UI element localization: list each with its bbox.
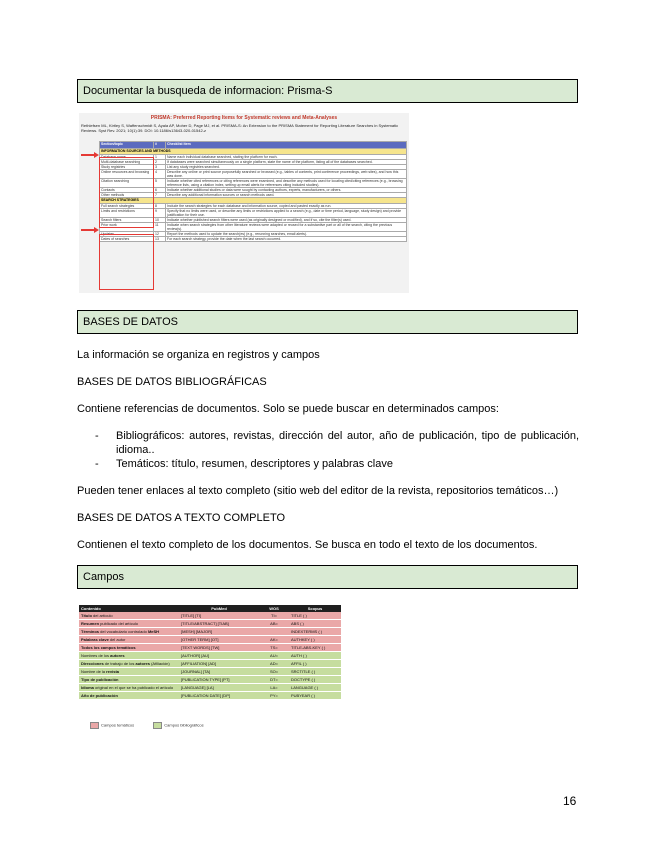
prisma-row-section: Online resources and browsing	[100, 170, 154, 179]
campos-cell-pubmed: [PUBLICATION DATE] [DP]	[179, 692, 259, 700]
prisma-col-num: #	[154, 142, 166, 149]
prisma-row-section: Limits and restrictions	[100, 209, 154, 218]
prisma-row-num: 2	[154, 160, 166, 165]
campos-cell-contenido: Tipo de publicación	[79, 676, 179, 684]
prisma-row-num: 12	[154, 232, 166, 237]
campos-cell-contenido: Nombres de los autores	[79, 652, 179, 660]
table-row	[79, 692, 341, 700]
prisma-row-section: Full search strategies	[100, 204, 154, 209]
prisma-row-section: Contacts	[100, 188, 154, 193]
legend-label-tematicos: Campos temáticos	[101, 722, 135, 728]
campos-cell-scopus: PUBYEAR ( )	[289, 692, 341, 700]
prisma-table-header	[100, 142, 407, 149]
prisma-row-num: 6	[154, 188, 166, 193]
prisma-row-section: Updates	[100, 232, 154, 237]
fulltext-db-title: BASES DE DATOS A TEXTO COMPLETO	[77, 512, 286, 524]
prisma-row-item: Report the methods used to update the search(es) (e.g., rerunning searches, email alerts).	[166, 232, 407, 237]
campos-legend	[90, 722, 222, 729]
prisma-row-item: Specify that no limits were used, or describe any limits or restrictions applied to a search (e.g., date or time period, language, study design) and provide justification for their use.	[166, 209, 407, 218]
bib-fields-list	[77, 429, 579, 471]
campos-table-header	[79, 605, 341, 612]
campos-cell-contenido: Año de publicación	[79, 692, 179, 700]
campos-cell-pubmed: [LANGUAGE] [LA]	[179, 684, 259, 692]
bullet-tematicos: Temáticos: título, resumen, descriptores y palabras clave	[116, 458, 393, 470]
prisma-figure	[79, 113, 409, 293]
campos-cell-scopus: TITLE ( )	[289, 612, 341, 620]
campos-col-scopus: Scopus	[289, 605, 341, 612]
prisma-row-section: Database name	[100, 155, 154, 160]
legend-swatch-tematicos	[90, 722, 99, 729]
table-row	[79, 684, 341, 692]
table-row	[79, 676, 341, 684]
table-row	[79, 644, 341, 652]
prisma-col-item: Checklist item	[166, 142, 407, 149]
campos-cell-contenido: Términos del vocabulario controlado MeSH	[79, 628, 179, 636]
campos-cell-scopus: AUTH ( )	[289, 652, 341, 660]
prisma-col-section: Section/topic	[100, 142, 154, 149]
prisma-row-num: 4	[154, 170, 166, 179]
legend-item-bibliograficos	[153, 722, 203, 729]
legend-swatch-bibliograficos	[153, 722, 162, 729]
bib-db-title: BASES DE DATOS BIBLIOGRÁFICAS	[77, 376, 267, 388]
campos-cell-wos: TS=	[259, 644, 289, 652]
section-header-prisma	[77, 79, 578, 103]
bullet-bibliograficos: Bibliográficos: autores, revistas, dirección del autor, año de publicación, tipo de publicación, idioma..	[116, 430, 579, 456]
campos-cell-pubmed: [PUBLICATION TYPE] [PT]	[179, 676, 259, 684]
campos-cell-scopus: TITLE-ABS-KEY ( )	[289, 644, 341, 652]
prisma-section2-label: SEARCH STRATEGIES	[100, 198, 407, 204]
table-row	[79, 628, 341, 636]
legend-item-tematicos	[90, 722, 134, 729]
prisma-row-num: 9	[154, 209, 166, 218]
campos-cell-scopus: DOCTYPE ( )	[289, 676, 341, 684]
prisma-row-num: 11	[154, 223, 166, 232]
table-row	[79, 668, 341, 676]
prisma-highlight-box-1	[99, 157, 154, 228]
campos-cell-wos: AK=	[259, 636, 289, 644]
table-row	[79, 660, 341, 668]
campos-cell-wos	[259, 628, 289, 636]
campos-cell-contenido: Palabras clave del autor	[79, 636, 179, 644]
campos-cell-wos: DT=	[259, 676, 289, 684]
campos-cell-pubmed: [AFFILIATION] [AD]	[179, 660, 259, 668]
prisma-row-section: Search filters	[100, 218, 154, 223]
campos-cell-scopus: AFFIL ( )	[289, 660, 341, 668]
fulltext-db-desc: Contienen el texto completo de los documentos. Se busca en todo el texto de los documentos.	[77, 539, 538, 551]
table-row	[79, 620, 341, 628]
campos-cell-contenido: Nombre de la revista	[79, 668, 179, 676]
campos-cell-contenido: Todos los campos temáticos	[79, 644, 179, 652]
campos-cell-pubmed: [MESH] [MAJOR]	[179, 628, 259, 636]
prisma-row-num: 8	[154, 204, 166, 209]
campos-cell-wos: SO=	[259, 668, 289, 676]
prisma-row-num: 1	[154, 155, 166, 160]
campos-cell-wos: AU=	[259, 652, 289, 660]
prisma-row-item: Indicate whether published search filters were used (as originally designed or modified), and if so, cite the filter(s) used.	[166, 218, 407, 223]
campos-cell-wos: AB=	[259, 620, 289, 628]
campos-cell-pubmed: [TEXT WORDS] [TW]	[179, 644, 259, 652]
campos-cell-contenido: Resumen publicado del artículo	[79, 620, 179, 628]
campos-cell-scopus: INDEXTERMS ( )	[289, 628, 341, 636]
prisma-row-num: 3	[154, 165, 166, 170]
legend-label-bibliograficos: Campos bibliográficos	[164, 722, 204, 728]
prisma-figure-citation: Rethlefsen ML, Kirtley S, Waffenschmidt S, Ayala AP, Moher D, Page MJ, et al. PRISMA-S: An Extension to the PRISMA Statement for Reporting Literature Searches in Systematic Reviews. Syst Rev. 2021; 10(1):39. DOI: 10.1186/s13643-020-01542-z	[81, 123, 399, 133]
prisma-row-num: 5	[154, 179, 166, 188]
intro-text: La información se organiza en registros y campos	[77, 349, 320, 361]
prisma-row-item: Indicate when search strategies from other literature reviews were adapted or reused for a substantive part or all of the search, citing the previous review(s).	[166, 223, 407, 232]
section-header-campos	[77, 565, 578, 589]
section-header-bases	[77, 310, 578, 334]
prisma-section1-label: INFORMATION SOURCES AND METHODS	[100, 149, 407, 155]
campos-cell-wos: LA=	[259, 684, 289, 692]
prisma-row-item: Indicate whether cited references or citing references were examined, and describe any methods used for locating cited/citing references (e.g., browsing reference lists, using a citation index, setting up email alerts for references citing included studies).	[166, 179, 407, 188]
prisma-row-section: Citation searching	[100, 179, 154, 188]
prisma-row-section: Prior work	[100, 223, 154, 232]
prisma-row-item: Include the search strategies for each database and information source, copied and pasted exactly as run.	[166, 204, 407, 209]
prisma-row-num: 10	[154, 218, 166, 223]
campos-col-pubmed: PubMed	[179, 605, 259, 612]
list-item: - Bibliográficos: autores, revistas, dirección del autor, año de publicación, tipo de publicación, idioma..	[95, 430, 579, 456]
prisma-row-section: Study registries	[100, 165, 154, 170]
section-header-prisma-label: Documentar la busqueda de informacion: Prisma-S	[83, 85, 333, 97]
campos-cell-contenido: Idioma original en el que se ha publicado el artículo	[79, 684, 179, 692]
prisma-row-num: 7	[154, 193, 166, 198]
prisma-row-item: Describe any additional information sources or search methods used.	[166, 193, 407, 198]
prisma-row-item: Indicate whether additional studies or data were sought by contacting authors, experts, manufacturers, or others.	[166, 188, 407, 193]
prisma-highlight-box-2	[99, 234, 154, 290]
prisma-row-item: If databases were searched simultaneously on a single platform, state the name of the platform, listing all of the databases searched.	[166, 160, 407, 165]
page-number: 16	[563, 794, 577, 808]
table-row	[79, 612, 341, 620]
full-text-links-text: Pueden tener enlaces al texto completo (sitio web del editor de la revista, repositorios temáticos…)	[77, 485, 559, 497]
table-row	[79, 652, 341, 660]
prisma-row-item: List any study registries searched.	[166, 165, 407, 170]
section-header-campos-label: Campos	[83, 571, 124, 583]
prisma-row-item: For each search strategy, provide the date when the last search occurred.	[166, 237, 407, 242]
campos-col-wos: WOS	[259, 605, 289, 612]
campos-cell-pubmed: [JOURNAL] [TA]	[179, 668, 259, 676]
prisma-row-section: Multi-database searching	[100, 160, 154, 165]
campos-col-contenido: Contenido	[79, 605, 179, 612]
campos-cell-pubmed: [AUTHOR] [AU]	[179, 652, 259, 660]
campos-cell-contenido: Direcciones de trabajo de los autores (Afiliación)	[79, 660, 179, 668]
section-header-bases-label: BASES DE DATOS	[83, 316, 178, 328]
prisma-row-section: Dates of searches	[100, 237, 154, 242]
table-row	[79, 636, 341, 644]
campos-cell-pubmed: [TITLE/ABSTRACT] [TIAB]	[179, 620, 259, 628]
bib-db-desc: Contiene referencias de documentos. Solo se puede buscar en determinados campos:	[77, 403, 499, 415]
campos-cell-scopus: ABS ( )	[289, 620, 341, 628]
prisma-figure-title: PRISMA: Preferred Reporting Items for Systematic reviews and Meta-Analyses	[150, 115, 338, 121]
campos-cell-scopus: SRCTITLE ( )	[289, 668, 341, 676]
prisma-row-item: Name each individual database searched, stating the platform for each.	[166, 155, 407, 160]
prisma-row-num: 13	[154, 237, 166, 242]
campos-cell-pubmed: [OTHER TERM] [OT]	[179, 636, 259, 644]
campos-cell-wos: AD=	[259, 660, 289, 668]
campos-cell-wos: PY=	[259, 692, 289, 700]
list-item: - Temáticos: título, resumen, descriptores y palabras clave	[95, 458, 393, 470]
campos-cell-scopus: AUTHKEY ( )	[289, 636, 341, 644]
prisma-row-section: Other methods	[100, 193, 154, 198]
campos-cell-pubmed: [TITLE] [TI]	[179, 612, 259, 620]
campos-cell-contenido: Título del artículo	[79, 612, 179, 620]
prisma-row-item: Describe any online or print source purposefully searched or browsed (e.g., tables of contents, print conference proceedings, web sites), and how this was done.	[166, 170, 407, 179]
campos-cell-scopus: LANGUAGE ( )	[289, 684, 341, 692]
campos-table	[79, 605, 341, 700]
campos-cell-wos: TI=	[259, 612, 289, 620]
